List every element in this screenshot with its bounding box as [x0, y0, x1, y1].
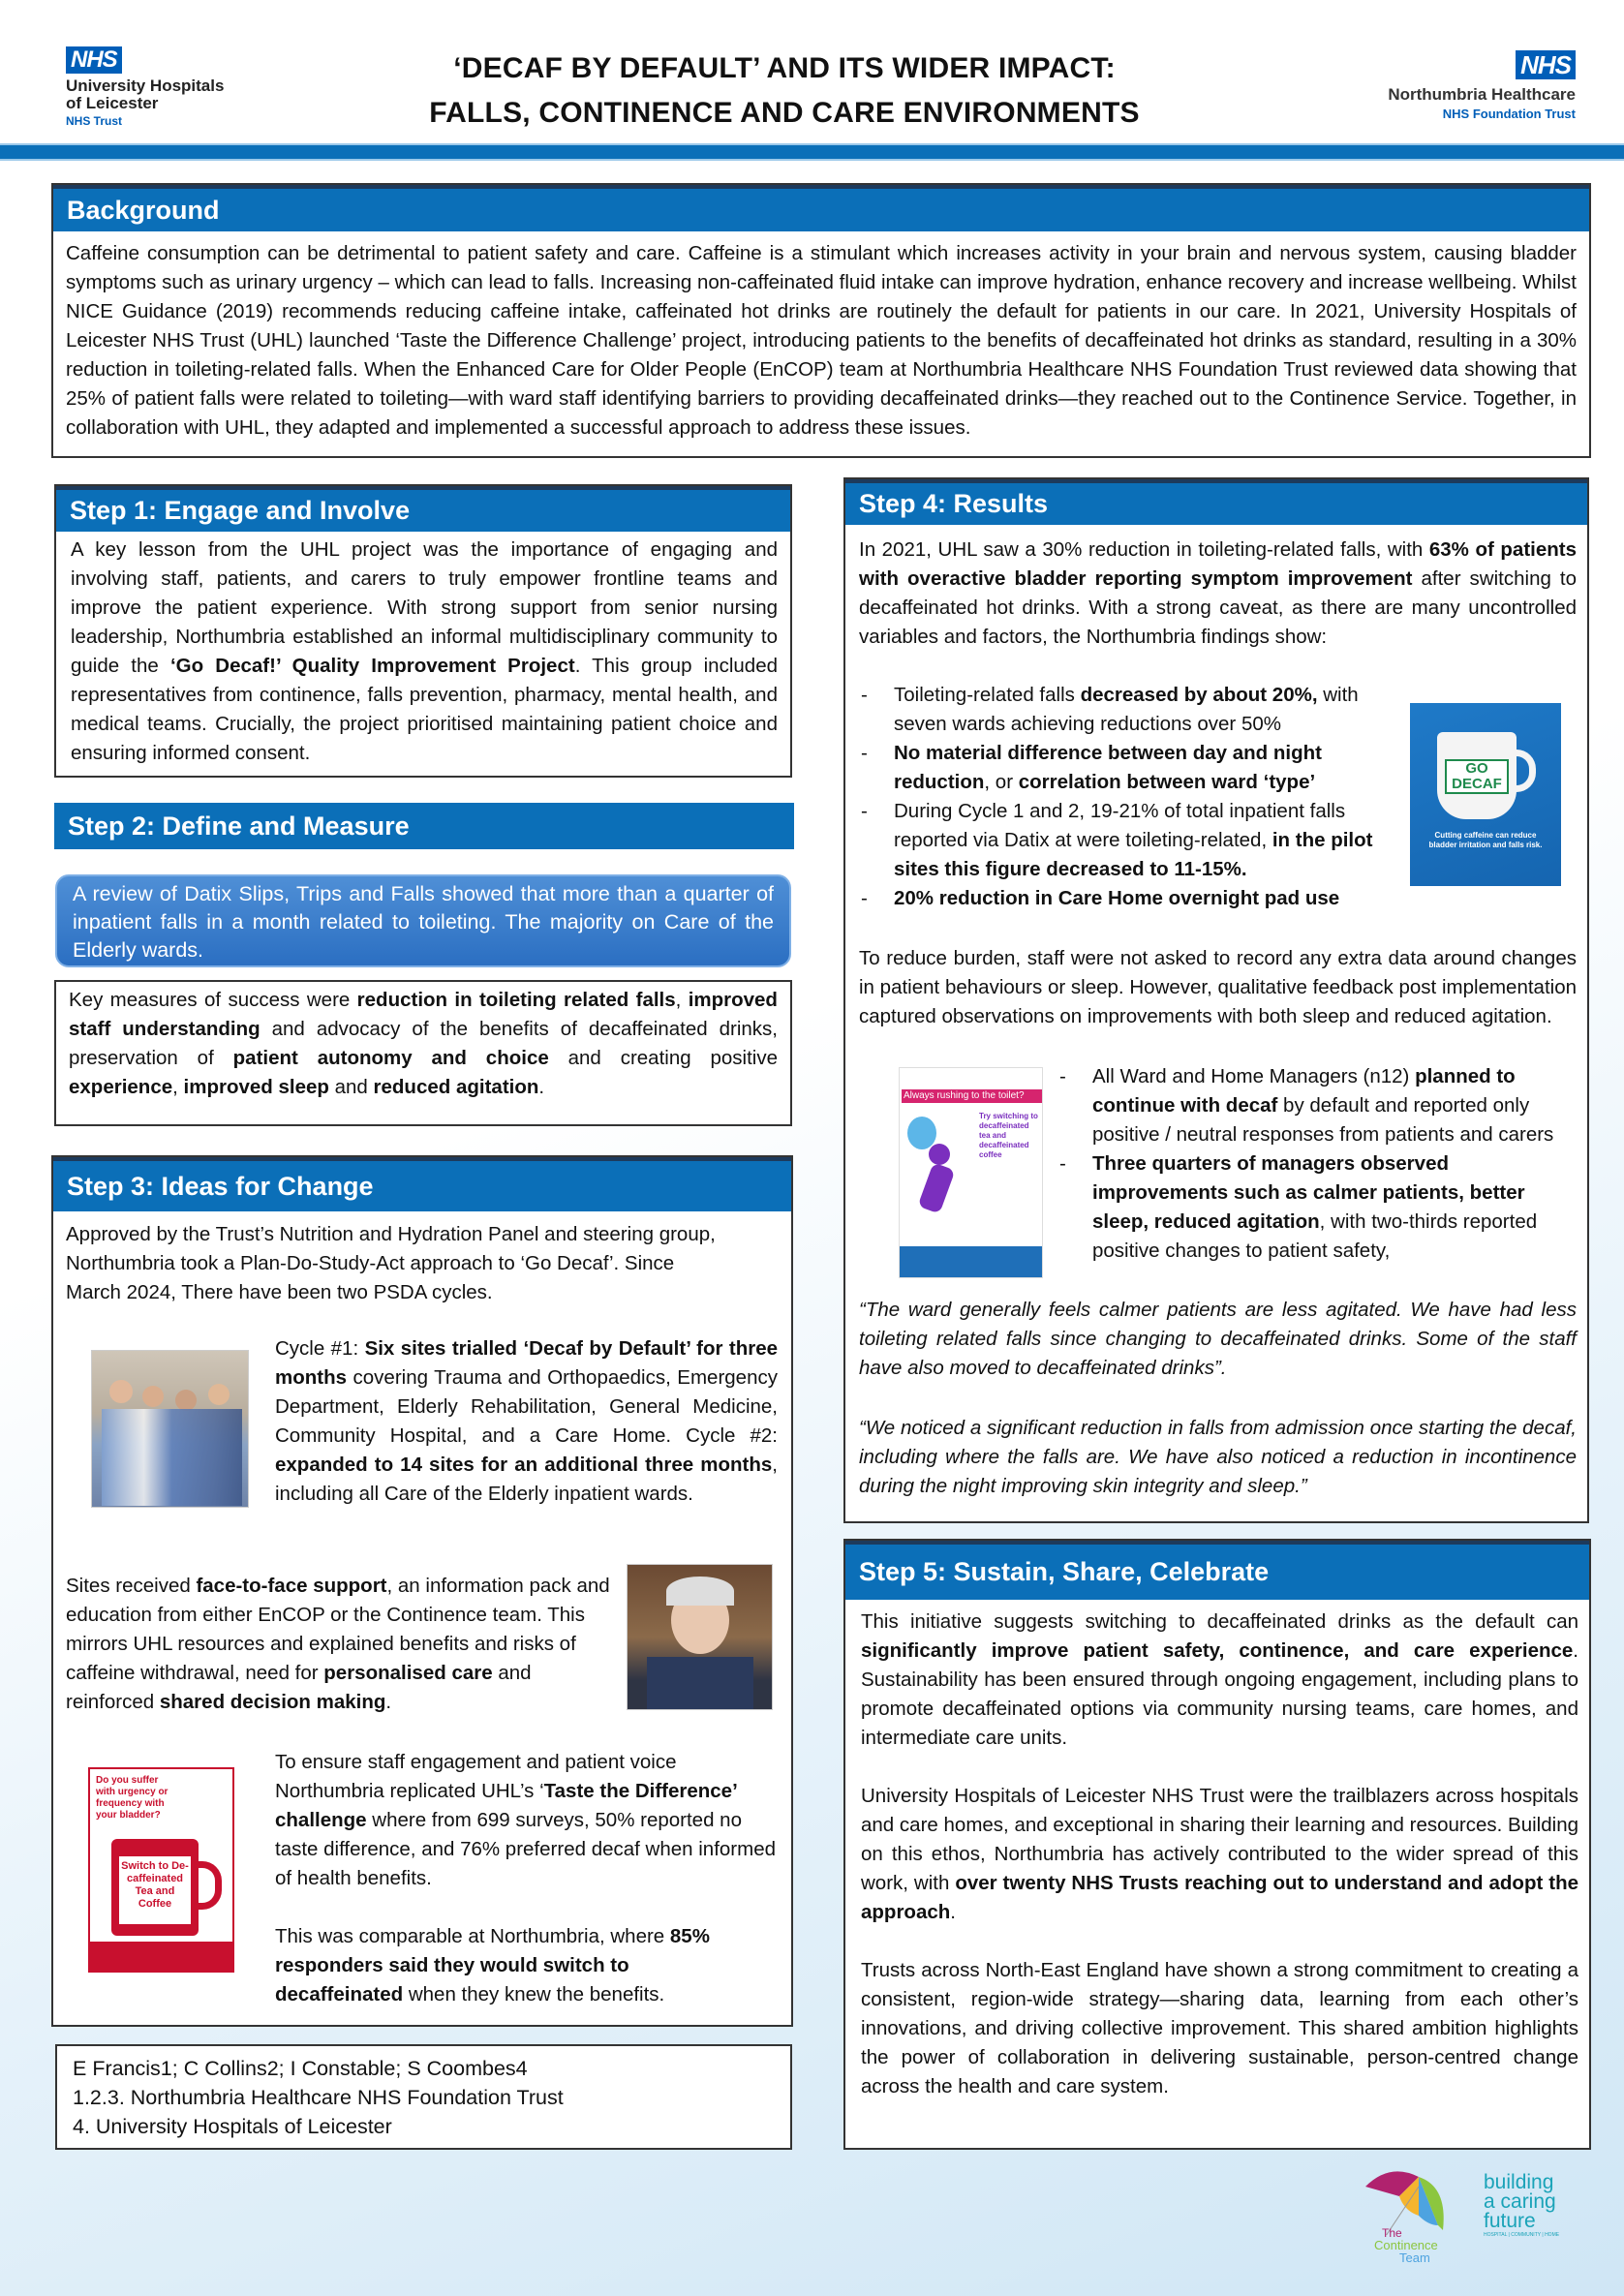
- list-item: [859, 681, 1387, 739]
- rushing-toilet-poster: [899, 1067, 1043, 1278]
- bold-text: Three quarters of managers observed improvements such as calmer patients, better sleep, reduced agitation: [1092, 1152, 1525, 1233]
- list-item: [859, 884, 1387, 913]
- text-run: when they knew the benefits.: [403, 1983, 665, 2005]
- logo-tagline: HOSPITAL | COMMUNITY | HOME: [1484, 2232, 1560, 2238]
- text-run: Caffeine consumption can be detrimental to patient safety and care. Caffeine is a stimulant which increases activity in your brain and nervous system, causing bladder symptoms such as urinary urgency – which can lead to falls. Increasing non-caffeinated fluid intake can improve hydration, enhance recovery and increase wellbeing. Whilst NICE Guidance (2019) recommends reducing caffeine intake, caffeinated hot drinks are routinely the default for patients in our care. In 2021, University Hospitals of Leicester NHS Trust (UHL) launched ‘Taste the Difference Challenge’ project, introducing patients to the benefits of decaffeinated hot drinks as standard, resulting in a 30% reduction in toileting-related falls. When the Enhanced Care for Older People (EnCOP) team at Northumbria Healthcare NHS Foundation Trust reviewed data showing that 25% of patient falls were related to toileting—with ward staff identifying barriers to providing decaffeinated drinks—they reached out to the Continence Service. Together, in collaboration with UHL, they adapted and implemented a successful approach to address these issues.: [66, 242, 1577, 439]
- logo-line: a caring: [1484, 2190, 1556, 2213]
- bold-text: 85% responders said they would switch to decaffeinated: [275, 1925, 710, 2005]
- logo-line: NHS Foundation Trust: [1442, 107, 1576, 121]
- findings-list: [859, 681, 1387, 913]
- step5-p3: [861, 1956, 1578, 2101]
- text-run: During Cycle 1 and 2, 19-21% of total inpatient falls reported via Datix at were toileting-related,: [894, 800, 1346, 851]
- quote-1: “The ward generally feels calmer patients are less agitated. We have had less toileting related falls since changing to decaffeinated drinks. Some of the staff have also moved to decaffeinated drinks”.: [859, 1299, 1577, 1379]
- text-run: where from 699 surveys, 50% reported no taste difference, and 76% preferred decaf when informed of health benefits.: [275, 1809, 776, 1889]
- logo-line: Continence: [1374, 2238, 1438, 2252]
- logo-line: The: [1382, 2226, 1402, 2240]
- nhs-logo-mark: NHS: [66, 46, 122, 74]
- bold-text: reduced agitation: [373, 1076, 539, 1098]
- cycles-text: [275, 1334, 778, 1509]
- staff-group-photo: [91, 1350, 249, 1508]
- text-run: after switching to decaffeinated hot drinks. With a strong caveat, as there are many uncontrolled variables and factors, the Northumbria findings show:: [859, 567, 1578, 648]
- poster-headline: Always rushing to the toilet?: [902, 1089, 1042, 1103]
- text-run: Sites received: [66, 1575, 197, 1597]
- authors-names: E Francis1; C Collins2; I Constable; S Coombes4: [73, 2057, 528, 2080]
- text-run: . This group included representatives from continence, falls prevention, pharmacy, mental health, and medical teams. Crucially, the project prioritised maintaining patient choice and ensuring informed consent.: [71, 655, 778, 764]
- text-run: To ensure staff engagement and patient voice Northumbria replicated UHL’s ‘: [275, 1751, 677, 1802]
- managers-list: [1057, 1062, 1580, 1266]
- step2-text: [69, 986, 778, 1102]
- list-item: [859, 739, 1387, 797]
- text-run: and reinforced: [66, 1662, 532, 1713]
- text-run: To reduce burden, staff were not asked to record any extra data around changes in patient behaviours or sleep. However, qualitative feedback post implementation captured observations on improvements with both sleep and reduced agitation.: [859, 947, 1577, 1027]
- text-run: University Hospitals of Leicester NHS Trust were the trailblazers across hospitals and care homes, and exceptional in sharing their learning and resources. Building on this ethos, Northumbria has actively contributed to the wider spread of this work, with: [861, 1785, 1578, 1894]
- bold-text: shared decision making: [159, 1691, 386, 1713]
- header-bar: [0, 143, 1624, 161]
- bold-text: No material difference between day and night reduction: [894, 742, 1322, 793]
- bold-text: significantly improve patient safety, continence, and care experience: [861, 1639, 1574, 1662]
- bold-text: improved sleep: [183, 1076, 329, 1098]
- logo-line: Northumbria Healthcare: [1388, 85, 1576, 104]
- logo-line: Team: [1399, 2250, 1430, 2265]
- switch-to-decaf-poster: [88, 1767, 234, 1973]
- text-run: by default and reported only positive / neutral responses from patients and carers: [1092, 1094, 1554, 1146]
- step5-p2: [861, 1782, 1578, 1927]
- bold-text: reduction in toileting related falls: [356, 989, 676, 1011]
- nhs-logo-mark: NHS: [1516, 50, 1576, 79]
- background-text: [66, 239, 1577, 443]
- northumbria-logo: [1388, 50, 1576, 124]
- text-run: , with two-thirds reported positive changes to patient safety,: [1092, 1210, 1538, 1262]
- bold-text: patient autonomy and choice: [232, 1047, 549, 1069]
- logo-line: University Hospitals: [66, 77, 225, 95]
- datix-callout: A review of Datix Slips, Trips and Falls showed that more than a quarter of inpatient falls in a month related to toileting. The majority on Care of the Elderly wards.: [55, 874, 791, 967]
- text-run: All Ward and Home Managers (n12): [1092, 1065, 1416, 1087]
- bold-text: personalised care: [323, 1662, 493, 1684]
- bold-text: correlation between ward ‘type’: [1018, 771, 1316, 793]
- bold-text: 63% of patients with overactive bladder reporting symptom improvement: [859, 538, 1577, 590]
- bold-text: in the pilot sites this figure decreased to 11-15%.: [894, 829, 1373, 880]
- text-run: Trusts across North-East England have shown a strong commitment to creating a consistent, region-wide strategy—sharing data, learning from each other’s innovations, and driving collective improvement. This shared ambition highlights the power of collaboration in delivering sustainable, person-centred change across the health and care system.: [861, 1959, 1578, 2097]
- text-run: and advocacy of the benefits of decaffeinated drinks, preservation of: [69, 1018, 778, 1069]
- bold-text: Taste the Difference’ challenge: [275, 1780, 737, 1831]
- logo-line: future: [1484, 2210, 1536, 2232]
- text-run: , an information pack and education from either EnCOP or the Continence team. This mirrors UHL resources and explained benefits and risks of caffeine withdrawal, need for: [66, 1575, 610, 1684]
- poster-tagline: Try switching to decaffeinated tea and decaffeinated coffee: [979, 1112, 1038, 1159]
- text-run: .: [950, 1901, 956, 1923]
- poster-title: [320, 46, 1249, 136]
- list-item: [859, 797, 1387, 884]
- text-run: . Sustainability has been ensured through ongoing engagement, including plans to promote decaffeinated options via community nursing teams, care homes, and intermediate care units.: [861, 1639, 1578, 1749]
- step4-intro: [859, 536, 1577, 652]
- text-run: .: [538, 1076, 545, 1098]
- quote-2: “We noticed a significant reduction in falls from admission once starting the decaf, including where the falls are. We have also noticed a reduction in incontinence during the night improving skin integrity and sleep.”: [859, 1417, 1577, 1497]
- go-decaf-poster: [1410, 703, 1561, 886]
- text-run: Approved by the Trust’s Nutrition and Hydration Panel and steering group, Northumbria took a Plan-Do-Study-Act approach to ‘Go Decaf’. Since March 2024, There have been two PSDA cycles.: [66, 1223, 716, 1303]
- logo-line: NHS Trust: [66, 114, 123, 128]
- list-item: [1057, 1062, 1580, 1149]
- bold-text: improved staff understanding: [69, 989, 778, 1040]
- patient-photo: [627, 1564, 773, 1710]
- continence-team-logo: [1361, 2158, 1453, 2279]
- section-heading: Step 1: Engage and Involve: [56, 486, 790, 532]
- text-run: .: [385, 1691, 392, 1713]
- bold-text: 20% reduction in Care Home overnight pad use: [894, 887, 1340, 909]
- text-run: Toileting-related falls: [894, 684, 1081, 706]
- text-run: Cycle #1:: [275, 1337, 365, 1360]
- text-run: This initiative suggests switching to decaffeinated drinks as the default can: [861, 1610, 1578, 1633]
- bold-text: face-to-face support: [196, 1575, 387, 1597]
- uhl-logo: [66, 46, 224, 130]
- taste-text: [275, 1748, 779, 1893]
- text-run: ,: [172, 1076, 184, 1098]
- text-run: and creating positive: [548, 1047, 778, 1069]
- text-run: , or: [984, 771, 1019, 793]
- comparable-text: [275, 1922, 759, 2009]
- text-run: covering Trauma and Orthopaedics, Emergency Department, Elderly Rehabilitation, General Medicine, Community Hospital, and a Care Home. Cycle #2:: [275, 1366, 778, 1447]
- text-run: and: [328, 1076, 374, 1098]
- bold-text: experience: [69, 1076, 173, 1098]
- section-heading: Step 4: Results: [845, 479, 1587, 525]
- poster-question: Do you suffer with urgency or frequency with your bladder?: [96, 1775, 169, 1821]
- title-line: FALLS, CONTINENCE AND CARE ENVIRONMENTS: [429, 97, 1140, 129]
- logo-line: building: [1484, 2171, 1554, 2193]
- burden-text: [859, 944, 1577, 1031]
- text-run: Key measures of success were: [69, 989, 357, 1011]
- section-heading: Background: [53, 185, 1589, 231]
- step5-p1: [861, 1607, 1578, 1753]
- bold-text: ‘Go Decaf!’ Quality Improvement Project: [169, 655, 575, 677]
- step2-heading-bar: [54, 803, 794, 849]
- go-decaf-label: GO DECAF: [1445, 759, 1509, 794]
- building-caring-future-logo: [1484, 2173, 1559, 2239]
- text-run: In 2021, UHL saw a 30% reduction in toileting-related falls, with: [859, 538, 1429, 561]
- logo-line: of Leicester: [66, 94, 159, 112]
- poster-cta: Switch to De-caffeinated Tea and Coffee: [119, 1856, 191, 1924]
- text-run: with seven wards achieving reductions over 50%: [894, 684, 1359, 735]
- bold-text: expanded to 14 sites for an additional three months: [275, 1454, 773, 1476]
- text-run: ,: [675, 989, 689, 1011]
- support-text: [66, 1572, 613, 1717]
- bold-text: planned to continue with decaf: [1092, 1065, 1516, 1117]
- bold-text: Six sites trialled ‘Decaf by Default’ for three months: [275, 1337, 779, 1389]
- section-heading: Step 2: Define and Measure: [54, 803, 794, 849]
- umbrella-icon: [1361, 2158, 1453, 2235]
- title-line: ‘DECAF BY DEFAULT’ AND ITS WIDER IMPACT:: [453, 52, 1116, 84]
- bold-text: over twenty NHS Trusts reaching out to understand and adopt the approach: [861, 1872, 1578, 1923]
- step1-text: [71, 536, 778, 768]
- step3-intro: [66, 1220, 734, 1307]
- text-run: A key lesson from the UHL project was the importance of engaging and involving staff, patients, and carers to truly empower frontline teams and improve the patient experience. With strong support from senior nursing leadership, Northumbria established an informal multidisciplinary community to guide the: [71, 538, 778, 677]
- bold-text: decreased by about 20%,: [1080, 684, 1318, 706]
- go-decaf-caption: Cutting caffeine can reduce bladder irritation and falls risk.: [1428, 831, 1543, 849]
- section-heading: Step 5: Sustain, Share, Celebrate: [845, 1541, 1589, 1600]
- list-item: [1057, 1149, 1580, 1266]
- authors-box: [55, 2044, 792, 2150]
- affiliation: 4. University Hospitals of Leicester: [73, 2115, 392, 2138]
- text-run: This was comparable at Northumbria, where: [275, 1925, 670, 1947]
- affiliation: 1.2.3. Northumbria Healthcare NHS Foundation Trust: [73, 2086, 564, 2109]
- section-heading: Step 3: Ideas for Change: [53, 1157, 791, 1211]
- text-run: , including all Care of the Elderly inpatient wards.: [275, 1454, 778, 1505]
